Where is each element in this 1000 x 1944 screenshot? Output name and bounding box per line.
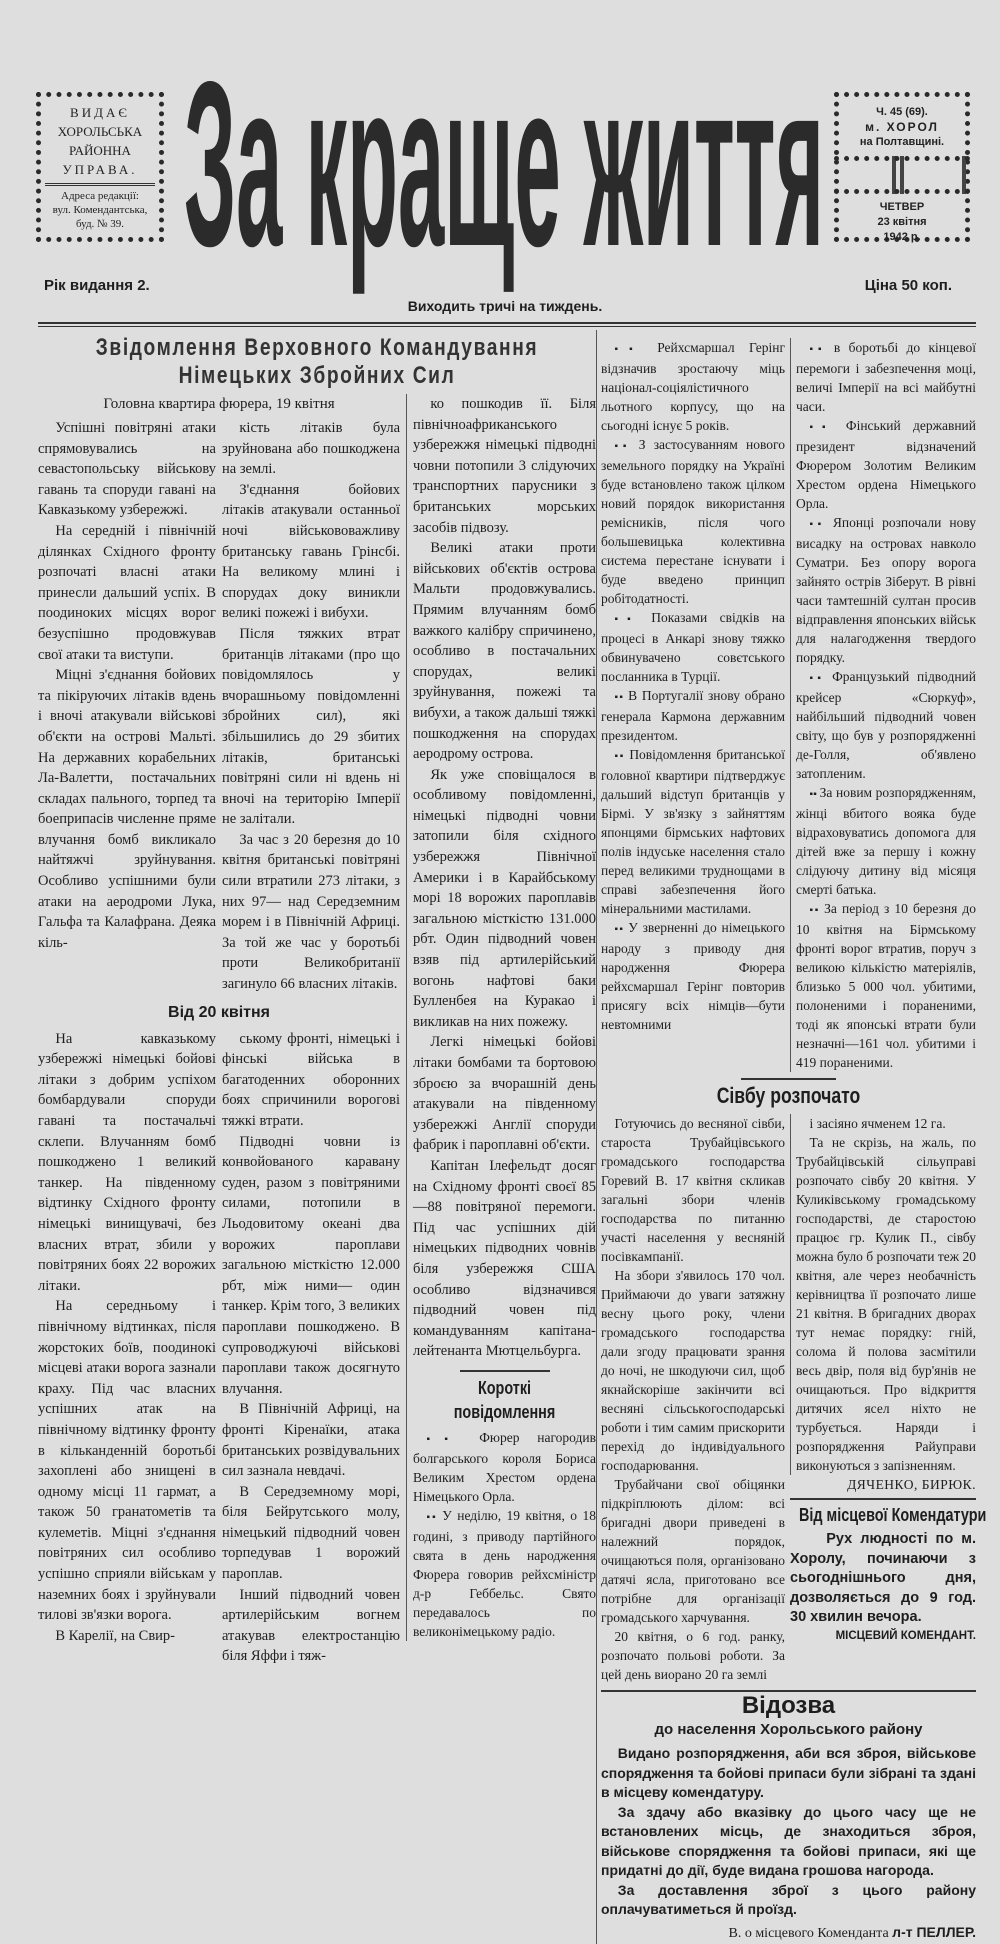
- paragraph: За час з 20 березня до 10 квітня британські повітряні сили втратили 273 літаки, з них 97— над Середземним морем і в Північній Африці. За той же час у боротьбі проти Великобританії загинуло 66 власних літаків.: [222, 831, 400, 993]
- short-news-rule: [460, 1370, 550, 1372]
- report-cols-1-2: [38, 394, 406, 1667]
- issue-weekday: ЧЕТВЕР: [879, 201, 925, 213]
- paragraph: Як уже сповіщалося в особливому повідомленні, німецькі підводні човни затопили біля східного узбережжя Північної Америки і в Карайбському морі 18 ворожих пароплавів загальною місткістю 131.000 рбт. Один підводний човен взяв під артилерійський вогонь нафтові баки Булленбея на Куракао і викликав на них пожежу.: [413, 766, 596, 1030]
- paragraph: ▪▪ За період з 10 березня до 10 квітня на Бірмському фронті ворог втратив, поруч з великою кількістю матеріялів, близько 5 000 чол. убитими, полоненими і пораненими, тоді як японські втрати були незначні—161 чол. убитими і 419 пораненими.: [796, 899, 976, 1072]
- issue-year: 1942 р.: [883, 231, 921, 243]
- price: Ціна 50 коп.: [864, 277, 952, 294]
- sowing-col5-wrap: [790, 1114, 987, 1644]
- paragraph: 20 квітня, о 6 год. ранку, розпочато польові роботи. За цей день виорано 20 га землі: [601, 1629, 785, 1682]
- paragraph: За доставлення зброї з цього району оплачуватиметься й проїзд.: [601, 1881, 976, 1917]
- report-col3: [413, 394, 596, 1362]
- sowing-col5: [790, 1114, 976, 1475]
- short-news-title: Короткі повідомлення: [453, 1377, 556, 1422]
- paragraph: Підводні човни із конвойованого каравану суден, разом з повітряними силами, потопили в Льодовитому океані два ворожих пароплави загальною місткістю 12.000 рбт, між ними— один танкер. Крім того, 3 великих пароплави пошкоджено. В супроводжуючі військові пароплави також досягнуто влучання.: [222, 1133, 400, 1397]
- paragraph: Та не скрізь, на жаль, по Трубайцівській сільуправі розпочато сівбу 20 квітня. У Куликівському громадському господарстві, де старостою працює гр. Кулик П., сівбу можна було б розпочати теж 20 квітня, але через необачність керівництва її розпочато лише 21 квітня. В бригадних дворах тут немає порядку: гній, солома й полова засмітили весь двір, поля від бур'янів не очищаються. Про відкриття дитячих ясел ніхто не турбується. Наряди і розпорядження Райуправи виконуються з запізненням.: [796, 1135, 976, 1473]
- report-col1-bottom: [38, 1029, 216, 1647]
- paragraph: ▪▪ У неділю, 19 квітня, о 18 годині, з приводу партійного свята в день народження Фюрера говорив рейхсміністр д-р Геббельс. Свято передавалось по великонімецькому радіо.: [413, 1506, 596, 1641]
- paragraph: Інший підводний човен артилерійським вогнем атакував електростанцію біля Яффи і тяж-: [222, 1586, 400, 1665]
- paragraph: ▪▪ Показами свідків на процесі в Анкарі знову тяжко обвинувачено совєтського посланника в Турції.: [601, 608, 785, 686]
- paragraph: Капітан Ілефельдт досяг на Східному фронті своєї 85—88 повітряної перемоги. Під час успішних дій німецьких підводних човнів біля узбережжя США особливо відзначився підводний човен під командуванням капітана-лейтенанта Мютцельбурга.: [413, 1157, 596, 1360]
- paragraph: Видано розпорядження, аби вся зброя, військове спорядження та бойові припаси були зібрані та здані в місцеву комендатуру.: [601, 1745, 976, 1800]
- appeal-title: Відозва: [741, 1692, 836, 1719]
- paragraph: кість літаків була зруйнована або пошкоджена на землі.: [222, 420, 400, 478]
- appeal-signature-prefix: В. о місцевого Коменданта: [728, 1925, 889, 1941]
- paragraph: ▪▪ Фінський державний президент відзначений Фюрером Золотим Великим Хрестом ордена Німецького Орла.: [796, 416, 976, 513]
- paragraph: ▪▪ З застосуванням нового земельного порядку на Україні буде встановлено також цілком новий порядок використання ремісників, після чого большевицька колективна система перестане існувати і буде введено принцип робітодатності.: [601, 435, 785, 608]
- paragraph: На кавказькому узбережжі німецькі бойові літаки з добрим успіхом бомбардували споруди гавані та постачальчі склепи. Влучанням бомб пошкоджено 1 великий танкер. На південному відтинку Східного фронту німецькі винищувачі, без власних втрат, збили у повітряних боях 22 ворожих літаки.: [38, 1030, 216, 1294]
- publication-year: Рік видання 2.: [44, 277, 150, 294]
- sowing-col4: [601, 1114, 785, 1684]
- issue-region: на Полтавщині.: [859, 136, 945, 148]
- sowing-rule: [741, 1078, 836, 1080]
- appeal-signature: [601, 1922, 976, 1944]
- paragraph: В Середземному морі, біля Бейрутського молу, німецький підводний човен торпедував 1 ворожий пароплав.: [222, 1483, 400, 1583]
- paragraph: ко пошкодив її. Біля північноафриканського узбережжя німецькі підводні човни потопили 3 слідуючих транспортних парусники з британських морських засобів підвозу.: [413, 396, 596, 536]
- dateline: Головна квартира фюрера, 19 квітня: [103, 396, 335, 412]
- publisher-box: [36, 92, 164, 242]
- paragraph: ▪▪ У зверненні до німецького народу з приводу дня народження Фюрера рейхсмаршал Герінг повторив присягу всіх німців—бути невтомними: [601, 918, 785, 1034]
- paragraph: Після тяжких втрат британців літаками (про що повідомлялось у вчорашньому повідомленні збройних сил), які збільшились до 29 збитих літаків, британські повітряні сили ні вдень ні вночі на територію Імперії не залітали.: [222, 625, 400, 828]
- short-news-list: [413, 1428, 596, 1641]
- kommandatur-signature: МІСЦЕВИЙ КОМЕНДАНТ.: [835, 1629, 976, 1642]
- paragraph: Легкі німецькі бойові літаки бомбами та бортовою зброєю за вчорашній день атакували на південному узбережжі Англії споруди фабрик і пароплавні об'єкти.: [413, 1034, 596, 1154]
- newspaper-title: За краще життя: [184, 40, 824, 296]
- paragraph: ▪▪ в боротьбі до кінцевої перемоги і забезпечення моці, величі Імперії на всі майбутні часи.: [796, 338, 976, 416]
- headline-line: Німецьких Збройних Сил: [178, 362, 456, 389]
- address-line: вул. Комендантська,: [52, 204, 148, 216]
- publisher-line: ВИДАЄ: [70, 105, 130, 120]
- kommandatur-text: Рух людності по м. Хоролу, починаючи з сьогоднішнього дня, дозволяється до 9 год. 30 хвилин вечора.: [790, 1531, 976, 1625]
- kommandatur-rule: [790, 1498, 976, 1500]
- paragraph: Готуючись до весняної сівби, староста Трубайцівського громадського господарства Горевий В. 17 квітня скликав загальні збори членів господарства по питанню участі населення у весняній посівкампанії.: [601, 1116, 785, 1264]
- paragraph: ▪▪ В Португалії знову обрано генерала Кармона державним президентом.: [601, 686, 785, 745]
- issue-date: 23 квітня: [877, 216, 927, 228]
- issue-box: [834, 92, 970, 242]
- appeal-subtitle: до населення Хорольського району: [654, 1721, 923, 1738]
- paragraph: ▪▪ За новим розпорядженням, жінці вбитого вояка буде відраховуватись допомога для дітей вже за першу і кожну слідуючу дитину від місяця смерті батька.: [796, 783, 976, 899]
- news-col5: [790, 338, 976, 1072]
- paragraph: На середньому і північному відтинках, після жорстоких боїв, поодинокі місцеві атаки ворога зазнали краху. Під час власних успішних атак на північному відтинку фронту в кільканденній боротьбі захоплені або знищені в одному місці 11 гармат, а також 50 гранатометів та кулеметів. Міцні з'єднання повітряних сил особливо успішно сприяли військам у наземних боях і зруйнували тилові зв'язки ворога.: [38, 1298, 216, 1624]
- divider: [45, 183, 155, 186]
- report-col2-top: [222, 418, 400, 995]
- report-col1-top: [38, 418, 216, 953]
- page-body: [38, 330, 987, 1944]
- publisher-line: УПРАВА.: [62, 162, 138, 177]
- frequency: Виходить тричі на тиждень.: [407, 298, 603, 314]
- publisher-line: ХОРОЛЬСЬКА: [57, 124, 143, 139]
- paragraph: В Північній Африці, на фронті Кіренаїки, атака британських розвідувальних сил зазнала невдачі.: [222, 1401, 400, 1480]
- report-col2-bottom: [222, 1029, 400, 1667]
- paragraph: На збори з'явилось 170 чол. Приймаючи до уваги затяжну весну цього року, члени громадського господарства дали згоду працювати зрання до ночі, не шкодуючи сил, щоб якнайскоріше закінчити всі весняні сільськогосподарські роботи і тим самим прискорити перехід до індивідуального господарювання.: [601, 1268, 785, 1473]
- paragraph: З'єднання бойових літаків атакували останньої ночі військововажливу британську гавань Грінсбі. На великому млині і спорудах доку виникли великі пожежі і вибухи.: [222, 481, 400, 622]
- paragraph: ському фронті, німецькі і фінські війська в багатоденних оборонних боях спричинили ворогові тяжкі втрати.: [222, 1030, 400, 1129]
- paragraph: На середній і північній ділянках Східного фронту розпочаті власні атаки принесли дальший успіх. В поодиноких місцях ворог безуспішно продовжував свої атаки та виступи.: [38, 522, 216, 663]
- headline-line: Звідомлення Верховного Командування: [95, 334, 539, 361]
- report-section: [38, 330, 596, 1667]
- issue-number: Ч. 45 (69).: [876, 106, 928, 118]
- paragraph: В Карелії, на Свир-: [55, 1627, 176, 1644]
- paragraph: Трубайчани свої обіцянки підкріплюють ділом: всі бригадні двори приведені в належний порядок, очищаються поля, організовано датячі ясла, приготовано все потрібне для організації громадського харчування.: [601, 1477, 785, 1625]
- paragraph: ▪▪ Японці розпочали нову висадку на островах навколо Суматри. Без опору ворога зайнято острів Зіберут. В рівні часи тамтешній султан просив відправлення японських військ для налагодження твердого порядку.: [796, 513, 976, 667]
- address-line: Адреса редакції:: [61, 190, 139, 202]
- news-col4: [601, 338, 785, 1034]
- sowing-title: Сівбу розпочато: [716, 1083, 861, 1108]
- appeal-signature-name: л-т ПЕЛЛЕР.: [892, 1923, 976, 1940]
- appeal-body: [601, 1744, 976, 1920]
- paragraph: За здачу або вказівку до цього часу ще не встановлених місць, де знаходиться зброя, військове спорядження та бойові припаси, які ще придатні до дії, буде видана грошова нагорода.: [601, 1803, 976, 1878]
- report-headline: [94, 330, 540, 390]
- report-col3-wrap: [406, 394, 596, 1641]
- issue-city: м. ХОРОЛ: [865, 120, 939, 134]
- sowing-signature: ДЯЧЕНКО, БИРЮК.: [847, 1477, 976, 1492]
- right-section: [596, 330, 987, 1944]
- ornament: [834, 156, 970, 194]
- paragraph: ▪▪ Рейхсмаршал Герінг відзначив зростаючу міць націонал-соціялістичного льотного корпусу, що на сьогодні існує 5 років.: [601, 338, 785, 435]
- newspaper-title-logo: [180, 40, 830, 310]
- paragraph: Успішні повітряні атаки спрямовувались на севастопольську військову гавань та споруди гавані на Кавказькому узбережжі.: [38, 420, 216, 519]
- paragraph: і засіяно ячменем 12 га.: [809, 1116, 946, 1131]
- report-subhead: Від 20 квітня: [168, 1003, 270, 1021]
- paragraph: Великі атаки проти військових об'єктів острова Мальти продовжувались. Прямим влучанням бомб важкого калібру спричинено, особливо в постачальних спорудах, великі зруйнування, пожежі та вибухи, а також дальші тяжкі пошкодження на спорудах аеродрому острова.: [413, 540, 596, 763]
- paragraph: ▪▪ Французький підводний крейсер «Сюркуф», найбільший підводний човен світу, що був у розпорядженні де-Голля, об'явлено затопленим.: [796, 667, 976, 783]
- publisher-line: РАЙОННА: [69, 143, 131, 158]
- kommandatur-title: Від місцевої Комендатури: [799, 1505, 987, 1525]
- paragraph: Міцні з'єднання бойових та пікіруючих літаків вдень і вночі атакували військові об'єкти на острові Мальті. На державних корабельних Ла-Валетти, постачальних складах пального, торпед та боеприпасів численне пряме влучання бомб викликало найтяжчі зруйнування. Особливо успішними були атаки на аеродроми Лука, Гальфа та Калафрана. Деяка кіль-: [38, 667, 216, 951]
- paragraph: ▪▪ Фюрер нагородив болгарського короля Бориса Великим Хрестом ордена Німецького Орла.: [413, 1428, 596, 1506]
- masthead-rule: [38, 322, 976, 327]
- paragraph: ▪▪ Повідомлення британської головної квартири підтверджує дальший відступ британців у Бірмі. У зв'язку з зайняттям японцями бірмських нафтових полів індуське населення стало перед великими труднощами в справі забезпечення його мінеральними мастилами.: [601, 745, 785, 918]
- address-line: буд. № 39.: [75, 218, 125, 230]
